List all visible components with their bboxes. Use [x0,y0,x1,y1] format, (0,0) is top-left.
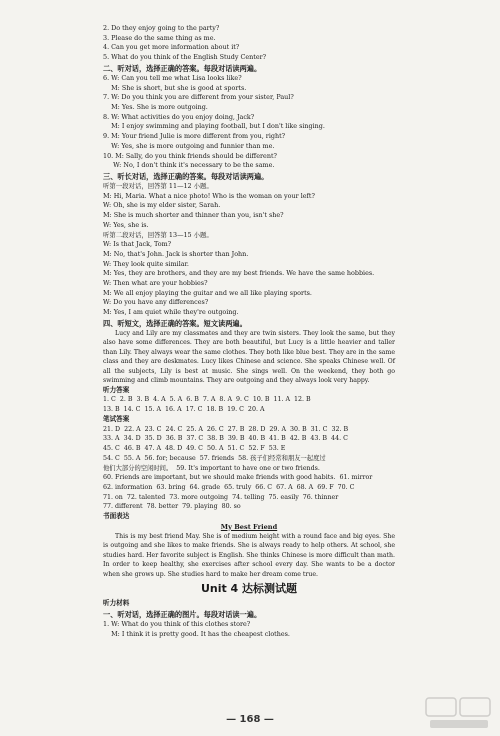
essay-text: This is my best friend May. She is of medium height with a round face and big eyes. She is outgoing and she likes to make friends. She is always ready to help others. At school, she studies hard. Her favorite subject is English. She thinks Chinese is more difficult than math. In order to keep healthy, she exercises after school every day. She wants to be a doctor when she grows up. She studies hard to make her dream come true. [103,532,395,578]
dialogue-line: W: Yes, she is more outgoing and funnier than me. [103,141,275,150]
answer-line: 45. C 46. B 47. A 48. D 49. C 50. A 51. C 52. F 53. E [103,445,286,453]
dialogue-line: W: Then what are your hobbies? [103,279,208,288]
writing-heading: 书面表达 [103,512,130,521]
answer-line: 21. D 22. A 23. C 24. C 25. A 26. C 27. B 28. D 29. A 30. B 31. C 32. B [103,425,349,433]
answer-line: 60. Friends are important, but we should make friends with good habits. 61. mirror [103,474,373,482]
script-line: 3. Please do the same thing as me. [103,33,216,42]
answer-line: 71. on 72. talented 73. more outgoing 74. telling 75. easily 76. thinner [103,493,339,501]
dialogue-line: M: I think it is pretty good. It has the cheapest clothes. [103,629,290,638]
page-content [103,24,395,639]
dialogue-line: M: Yes, I am quiet while they're outgoing. [103,308,239,317]
dialogue-line: 9. M: Your friend Julie is more different from you, right? [103,132,286,141]
listening-answers-line: 1. C 2. B 3. B 4. A 5. A 6. B 7. A 8. A 9. C 10. B 11. A 12. B [103,396,311,404]
dialogue-line: M: I enjoy swimming and playing football, but I don't like singing. [103,122,325,131]
unit-section-heading-1: 一、听对话，选择正确的图片。每段对话读一遍。 [103,609,262,619]
dialogue-line: 听第一段对话，回答第 11—12 小题。 [103,182,213,191]
script-line: 5. What do you think of the English Study Center? [103,53,267,62]
dialogue-line: 听第二段对话，回答第 13—15 小题。 [103,230,213,239]
answer-line: 33. A 34. D 35. D 36. B 37. C 38. B 39. B 40. B 41. B 42. B 43. B 44. C [103,435,348,443]
dialogue-line: 6. W: Can you tell me what Lisa looks like? [103,73,242,82]
dialogue-line: M: Yes, they are brothers, and they are my best friends. We have the same hobbies. [103,269,375,278]
dialogue-line: 10. M: Sally, do you think friends should be different? [103,151,277,160]
listening-answers-line: 13. B 14. C 15. A 16. A 17. C 18. B 19. C 20. A [103,406,265,414]
listening-script-top [103,24,395,63]
dialogue-line: 8. W: What activities do you enjoy doing, Jack? [103,112,255,121]
answer-line: 他们大部分的空闲时间。 59. It's important to have one or two friends. [103,464,320,472]
dialogue-line: 1. W: What do you think of this clothes store? [103,619,251,628]
dialogue-line: W: Yes, she is. [103,220,149,229]
dialogue-line: M: She is short, but she is good at sports. [103,83,247,92]
dialogue-line: W: No, I don't think it's necessary to be the same. [103,161,275,170]
script-line: 2. Do they enjoy going to the party? [103,24,220,32]
script-line: 4. Can you get more information about it? [103,43,240,52]
essay-body [103,532,395,579]
dialogue-line: M: No, that's John. Jack is shorter than John. [103,249,249,258]
essay-title: My Best Friend [220,522,278,531]
dialogue-line: M: Yes. She is more outgoing. [103,103,208,112]
dialogue-line: M: We all enjoy playing the guitar and we all like playing sports. [103,288,312,297]
dialogue-line: M: She is much shorter and thinner than you, isn't she? [103,211,284,220]
dialogue-line: 7. W: Do you think you are different from your sister, Paul? [103,93,294,102]
section-3-dialogues [103,182,395,318]
section-heading-4: 四、听短文，选择正确的答案。短文读两遍。 [103,318,247,328]
listening-answers-heading: 听力答案 [103,385,130,394]
dialogue-line: M: Hi, Maria. What a nice photo! Who is the woman on your left? [103,191,315,200]
answer-line: 62. information 63. bring 64. grade 65. truly 66. C 67. A 68. A 69. F 70. C [103,483,355,491]
listening-material-heading: 听力材料 [103,599,130,608]
section-heading-3: 三、听长对话，选择正确的答案。每段对话读两遍。 [103,171,269,181]
dialogue-line: W: They look quite similar. [103,259,189,268]
dialogue-line: W: Is that Jack, Tom? [103,240,172,249]
watermark-logo-icon [424,696,494,732]
answer-line: 54. C 55. A 56. for; because 57. friends 58. 孩子们经常和朋友一起度过 [103,454,326,462]
section-2-dialogues [103,74,395,171]
dialogue-line: W: Do you have any differences? [103,298,209,307]
unit-title: Unit 4 达标测试题 [200,582,298,596]
passage-text: Lucy and Lily are my classmates and they are twin sisters. They look the same, but they also have some differences. They are both beautiful, but Lucy is a little heavier and taller than Lily. They always wear the same clothes. They both like blue best. They are in the same class and they are deskmates. Lucy likes Chinese and science. She speaks Chinese well. Of all the subjects, Lily is best at music. She sings well. On the weekend, they both go swimming and climb mountains. They are outgoing and they always look very happy. [103,329,395,385]
passage-paragraph [103,329,395,386]
dialogue-line: W: Oh, she is my elder sister, Sarah. [103,201,221,210]
section-heading-2: 二、听对话，选择正确的答案。每段对话读两遍。 [103,63,262,73]
page-number: — 168 — [226,714,274,725]
written-answers-heading: 笔试答案 [103,414,130,423]
answer-line: 77. different 78. better 79. playing 80. so [103,503,241,511]
written-answers [103,425,395,512]
